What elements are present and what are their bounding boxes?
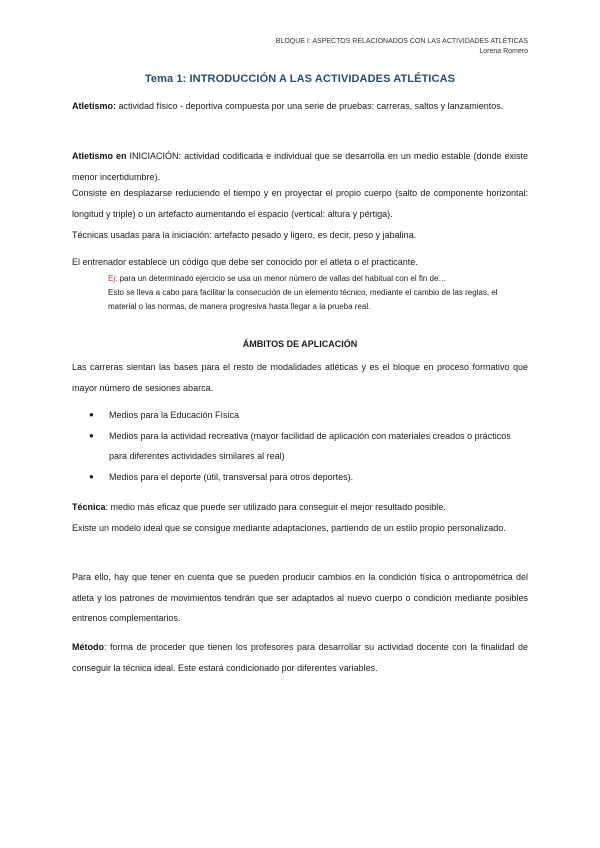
example-block: [108, 272, 528, 314]
page-header: [276, 37, 528, 57]
iniciacion-paragraph-2: Consiste en desplazarse reduciendo el tiempo y en proyectar el propio cuerpo (salto de componente horizontal: longitud y triple) o un artefacto aumentando el espacio (vertical: altura y pértiga).: [72, 188, 528, 219]
ambitos-list: [72, 405, 528, 487]
atletismo-term: Atletismo:: [72, 101, 117, 111]
page-title: Tema 1: INTRODUCCIÓN A LAS ACTIVIDADES ATLÉTICAS: [144, 73, 456, 85]
iniciacion-term-2: INICIACIÓN:: [126, 151, 182, 161]
tecnica-paragraph-2: Existe un modelo ideal que se consigue mediante adaptaciones, partiendo de un estilo propio personalizado.: [72, 523, 506, 533]
header-course: BLOQUE I: ASPECTOS RELACIONADOS CON LAS ACTIVIDADES ATLÉTICAS: [275, 38, 528, 45]
condicion-paragraph: Para ello, hay que tener en cuenta que se pueden producir cambios en la condición física o antropométrica del atleta y los patrones de movimientos tendrán que ser adaptados al nuevo cuerpo o condición mediante posibles entrenos complementarios.: [72, 572, 528, 623]
metodo-text: : forma de proceder que tienen los profesores para desarrollar su actividad docente con la finalidad de conseguir la técnica ideal. Este estará condicionado por diferentes variables.: [72, 642, 528, 673]
example-line-2: Esto se lleva a cabo para facilitar la consecución de un elemento técnico, mediante el cambio de las reglas, el material o las normas, de manera progresiva hasta llegar a la prueba real.: [108, 288, 498, 311]
tecnica-definition: [72, 497, 528, 518]
section-title-ambitos: ÁMBITOS DE APLICACIÓN: [242, 339, 358, 349]
list-item: ● Medios para la Educación Física: [72, 405, 528, 426]
tecnica-term: Técnica: [72, 502, 106, 512]
example-line-1: para un determinado ejercicio se usa un menor número de vallas del habitual con el fin de…: [117, 274, 447, 283]
example-label: Ej:: [108, 274, 118, 283]
iniciacion-text: actividad codificada e individual que se desarrolla en un medio estable (donde existe menor incertidumbre).: [72, 151, 528, 182]
list-item: ● Medios para la actividad recreativa (mayor facilidad de aplicación con materiales creados o prácticos para diferentes actividades similares al real): [72, 426, 528, 467]
iniciacion-paragraph-3: Técnicas usadas para la iniciación: artefacto pesado y ligero, es decir, peso y jabalina.: [72, 230, 417, 240]
iniciacion-definition: [72, 146, 528, 187]
metodo-term: Método: [72, 642, 104, 652]
atletismo-definition: [72, 96, 528, 117]
list-item: ● Medios para el deporte (útil, transversal para otros deportes).: [72, 467, 528, 488]
metodo-definition: [72, 637, 528, 678]
ambitos-intro: Las carreras sientan las bases para el resto de modalidades atléticas y es el bloque en proceso formativo que mayor número de sesiones abarca.: [72, 362, 528, 393]
iniciacion-paragraph-4: El entrenador establece un código que debe ser conocido por el atleta o el practicante.: [72, 257, 418, 267]
atletismo-text: actividad físico - deportiva compuesta por una serie de pruebas: carreras, saltos y lanzamientos.: [116, 101, 504, 111]
header-author: Lorena Romero: [479, 48, 528, 55]
iniciacion-term: Atletismo en: [72, 151, 127, 161]
tecnica-text: : medio más eficaz que puede ser utilizado para conseguir el mejor resultado posible.: [105, 502, 446, 512]
